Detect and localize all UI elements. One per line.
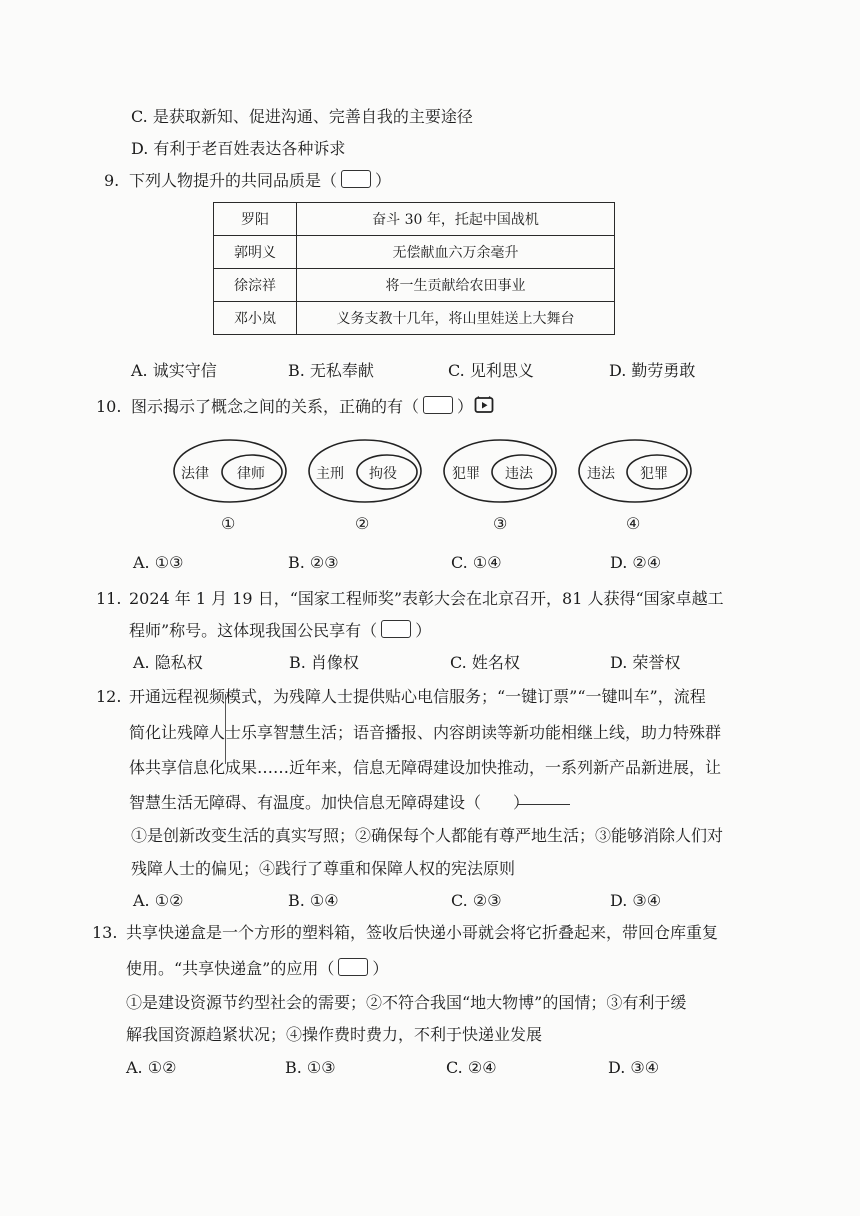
q9-stem-text: 下列人物提升的共同品质是（ [129,171,338,190]
q13-option-a: A. ①② [126,1058,177,1077]
q9-stem-end: ） [375,171,392,190]
q11-number: 11. [96,589,122,608]
venn-2-index: ② [355,514,370,533]
person-deed: 将一生贡献给农田事业 [297,269,615,302]
q13-line-4: 解我国资源趋紧状况；④操作费时费力，不利于快递业发展 [126,1025,543,1044]
q8-option-d: D. 有利于老百姓表达各种诉求 [131,139,346,158]
q10-stem-end: ） [457,397,474,416]
q13-option-b: B. ①③ [285,1058,336,1077]
q12-statements-line-1: ①是创新改变生活的真实写照；②确保每个人都能有尊严地生活；③能够消除人们对 [131,826,724,845]
answer-box [381,620,411,638]
q10-option-b: B. ②③ [288,553,339,572]
q10-stem-text: 图示揭示了概念之间的关系，正确的有（ [131,397,420,416]
table-row [214,269,615,302]
q11-option-d: D. 荣誉权 [610,653,681,672]
q12-statements-line-2: 残障人士的偏见；④践行了尊重和保障人权的宪法原则 [131,859,516,878]
venn-2-outer-label: 主刑 [316,466,344,482]
table-row [214,236,615,269]
q12-line-1: 开通远程视频模式，为残障人士提供贴心电信服务；“一键订票”“一键叫车”，流程 [129,687,706,706]
q11-option-b: B. 肖像权 [289,653,359,672]
q13-line-3: ①是建设资源节约型社会的需要；②不符合我国“地大物博”的国情；③有利于缓 [126,993,687,1012]
q11-option-c: C. 姓名权 [450,653,520,672]
q13-option-d: D. ③④ [608,1058,660,1077]
q12-line-3: 体共享信息化成果……近年来，信息无障碍建设加快推动，一系列新产品新进展，让 [129,758,722,777]
q12-number: 12. [96,687,122,706]
q13-number: 13. [92,923,118,942]
pen-underline [518,804,570,805]
q11-option-a: A. 隐私权 [133,653,203,672]
q12-line-2: 简化让残障人士乐享智慧生活；语音播报、内容朗读等新功能相继上线，助力特殊群 [129,723,722,742]
q13-line-2 [126,958,388,980]
q12-option-c: C. ②③ [451,891,502,910]
q13-line-2-end: ） [372,959,389,978]
venn-1-outer-label: 法律 [181,466,209,482]
venn-3-inner-label: 违法 [505,466,533,482]
person-name: 罗阳 [214,203,297,236]
q13-line-1: 共享快递盒是一个方形的塑料箱，签收后快递小哥就会将它折叠起来，带回仓库重复 [126,923,719,942]
q12-option-d: D. ③④ [610,891,662,910]
q8-option-c: C. 是获取新知、促进沟通、完善自我的主要途径 [131,107,473,126]
q11-line-2-end: ） [415,621,432,640]
q10-number: 10. [96,397,122,416]
person-deed: 义务支教十几年，将山里娃送上大舞台 [297,302,615,335]
q10-stem [131,396,473,418]
q9-option-c: C. 见利思义 [448,361,534,380]
venn-3-outer-label: 犯罪 [452,466,480,482]
q13-line-2-text: 使用。“共享快递盒”的应用（ [126,959,335,978]
person-name: 郭明义 [214,236,297,269]
person-name: 邓小岚 [214,302,297,335]
answer-box [338,958,368,976]
venn-2-inner-label: 拘役 [369,466,397,482]
table-row [214,302,615,335]
q9-stem [129,170,391,192]
q9-option-d: D. 勤劳勇敢 [609,361,696,380]
answer-box [423,396,453,414]
person-name: 徐淙祥 [214,269,297,302]
q12-option-b: B. ①④ [288,891,339,910]
q9-option-b: B. 无私奉献 [288,361,374,380]
q11-line-1: 2024 年 1 月 19 日，“国家工程师奖”表彰大会在北京召开，81 人获得“国家卓越工 [129,589,724,608]
scan-mark [225,694,226,764]
video-play-icon[interactable] [474,396,494,414]
q11-line-2 [129,620,431,642]
q10-option-c: C. ①④ [451,553,502,572]
q13-option-c: C. ②④ [446,1058,497,1077]
q10-option-a: A. ①③ [133,553,184,572]
person-deed: 奋斗 30 年，托起中国战机 [297,203,615,236]
venn-4-index: ④ [626,514,641,533]
venn-1-index: ① [221,514,236,533]
q12-option-a: A. ①② [133,891,184,910]
venn-3-index: ③ [493,514,508,533]
venn-4-inner-label: 犯罪 [640,466,668,482]
q9-number: 9. [104,171,120,190]
person-deed: 无偿献血六万余毫升 [297,236,615,269]
table-row [214,203,615,236]
q11-line-2-text: 程师”称号。这体现我国公民享有（ [129,621,378,640]
venn-1-inner-label: 律师 [237,466,265,482]
q12-line-4: 智慧生活无障碍、有温度。加快信息无障碍建设（ ） [129,793,530,812]
venn-4-outer-label: 违法 [587,466,615,482]
q9-table [213,202,615,335]
answer-box [341,170,371,188]
q10-option-d: D. ②④ [610,553,662,572]
q9-option-a: A. 诚实守信 [131,361,217,380]
